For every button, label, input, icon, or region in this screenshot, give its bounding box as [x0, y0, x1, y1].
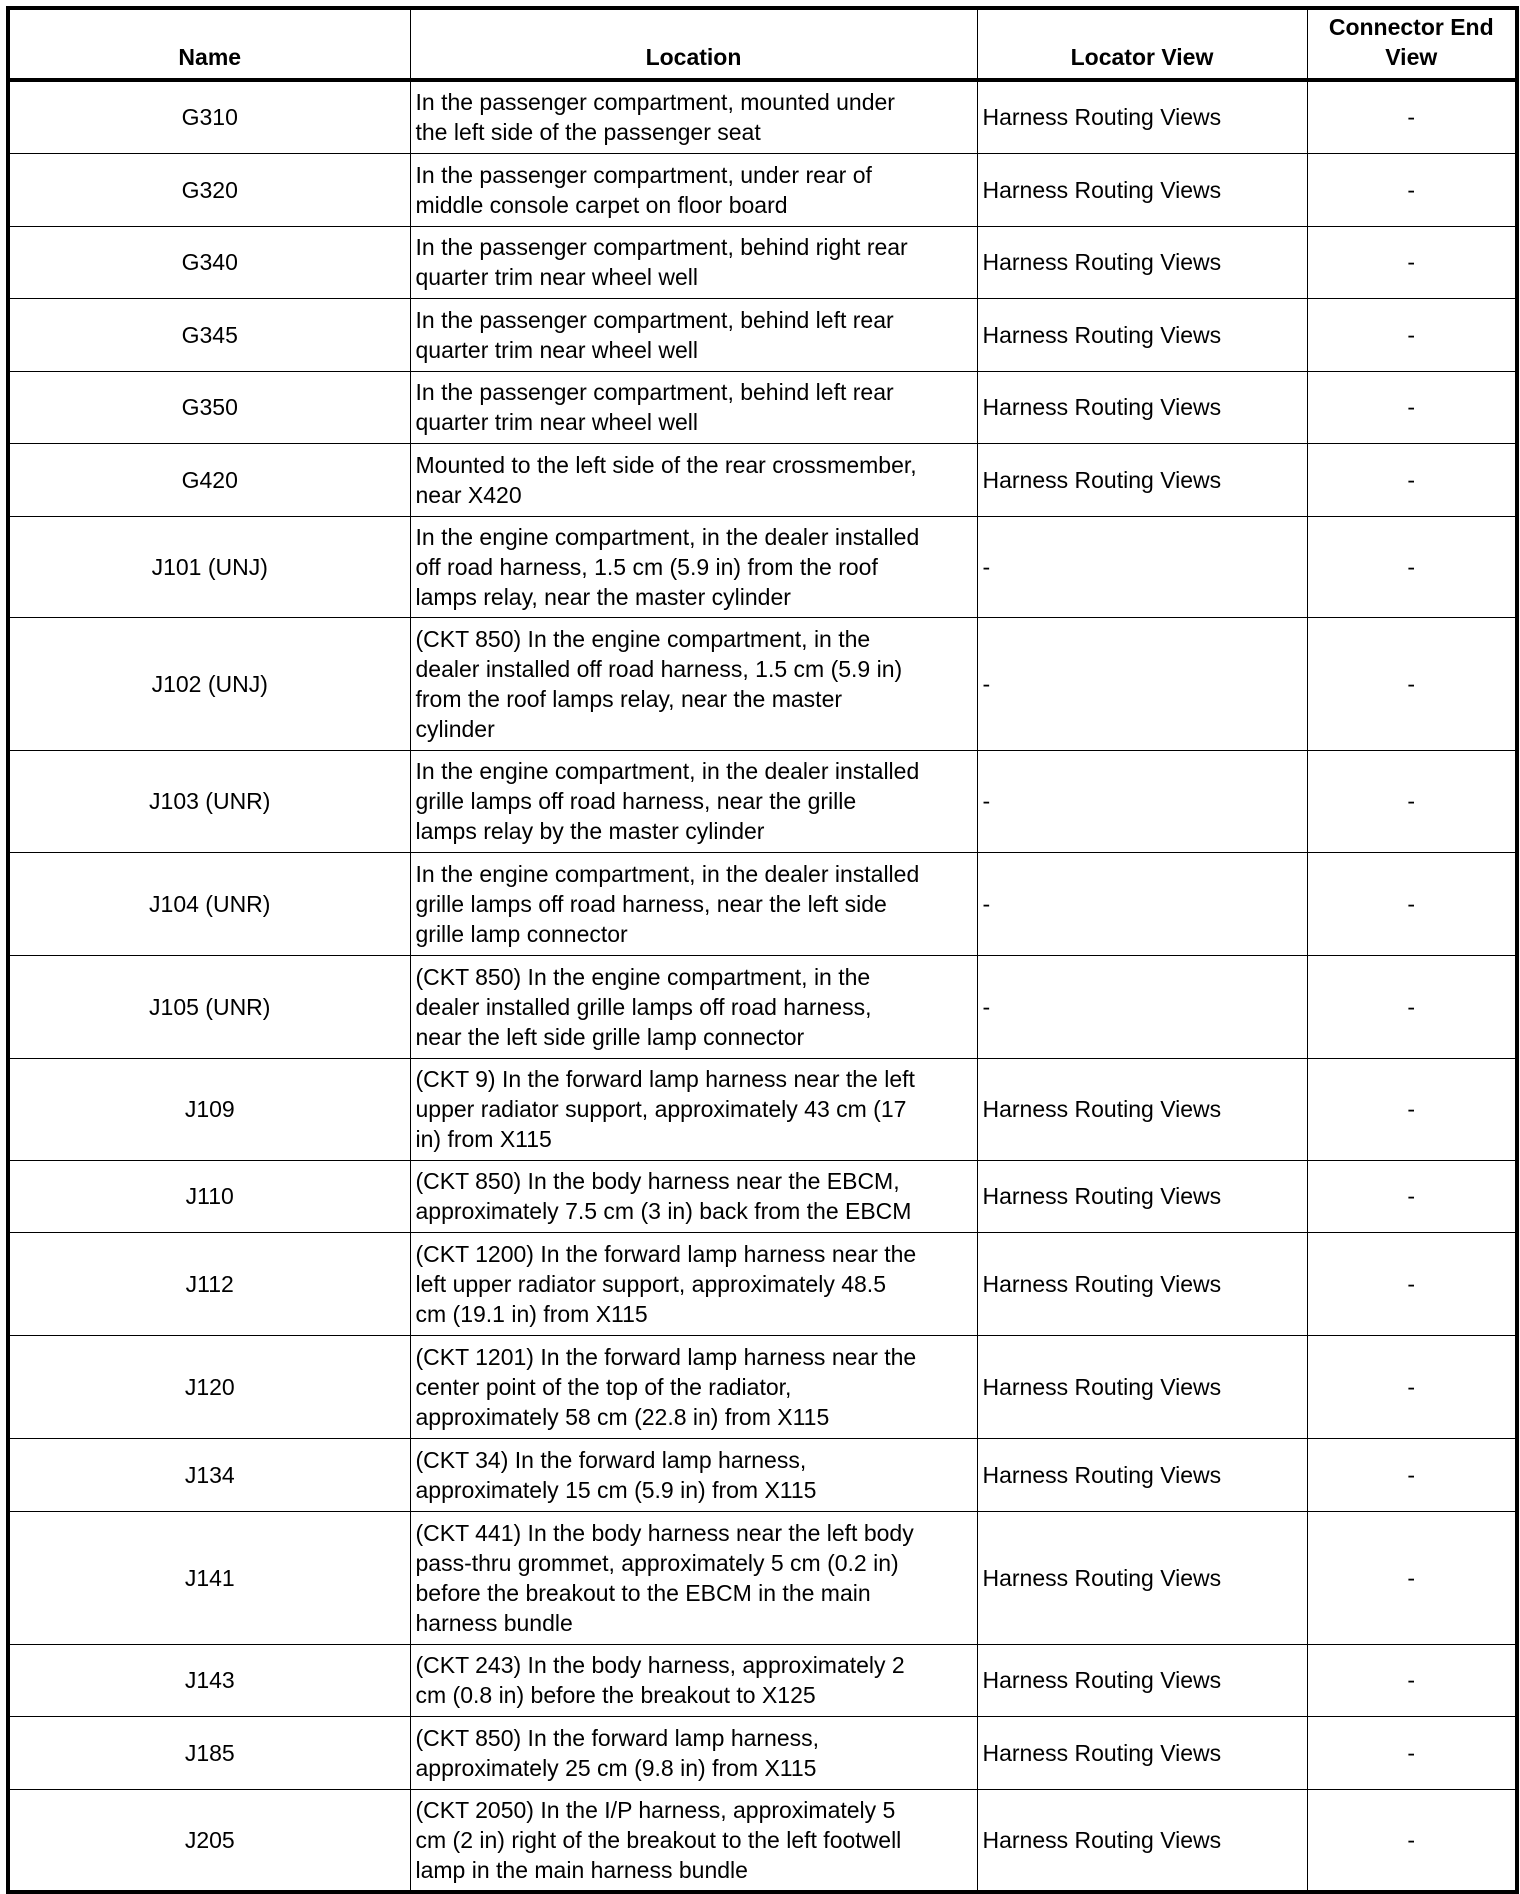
table-row — [8, 1789, 1517, 1892]
cell-location — [410, 852, 977, 955]
table-row — [8, 1716, 1517, 1789]
location-line: cm (19.1 in) from X115 — [415, 1300, 648, 1327]
location-line: In the passenger compartment, under rear of — [415, 161, 872, 188]
cell-location — [410, 1789, 977, 1892]
cell-connector-end-view: - — [1307, 1438, 1517, 1511]
location-line: (CKT 850) In the forward lamp harness, — [415, 1724, 820, 1751]
cell-name: J185 — [8, 1716, 410, 1789]
cell-name: G340 — [8, 226, 410, 298]
location-line: grille lamps off road harness, near the left side — [415, 890, 887, 917]
cell-location — [410, 516, 977, 617]
cell-location — [410, 443, 977, 516]
location-line: In the engine compartment, in the dealer installed — [415, 758, 920, 784]
cell-connector-end-view: - — [1307, 750, 1517, 852]
table-row — [8, 153, 1517, 226]
table-row — [8, 1160, 1517, 1232]
cell-name: G350 — [8, 371, 410, 443]
cell-location — [410, 1160, 977, 1232]
cell-connector-end-view: - — [1307, 1789, 1517, 1892]
cell-connector-end-view: - — [1307, 1644, 1517, 1716]
location-line: (CKT 850) In the engine compartment, in the — [415, 625, 871, 652]
cell-location — [410, 1058, 977, 1160]
cell-locator-view: Harness Routing Views — [977, 1058, 1307, 1160]
location-line: approximately 58 cm (22.8 in) from X115 — [415, 1403, 830, 1430]
location-line: cm (0.8 in) before the breakout to X125 — [415, 1682, 816, 1708]
location-line: lamps relay, near the master cylinder — [415, 583, 791, 610]
cell-locator-view: Harness Routing Views — [977, 1160, 1307, 1232]
table-row — [8, 516, 1517, 617]
location-line: center point of the top of the radiator, — [415, 1373, 792, 1400]
cell-name: J102 (UNJ) — [8, 617, 410, 750]
cell-connector-end-view: - — [1307, 1232, 1517, 1335]
location-line: (CKT 850) In the engine compartment, in the — [415, 963, 871, 990]
cell-connector-end-view: - — [1307, 955, 1517, 1058]
location-line: grille lamp connector — [415, 920, 628, 947]
table-row — [8, 371, 1517, 443]
location-line: quarter trim near wheel well — [415, 336, 699, 363]
cell-location — [410, 153, 977, 226]
header-row — [8, 8, 1517, 80]
cell-connector-end-view: - — [1307, 1716, 1517, 1789]
cell-locator-view: - — [977, 617, 1307, 750]
table-row — [8, 226, 1517, 298]
cell-connector-end-view: - — [1307, 80, 1517, 153]
location-line: left upper radiator support, approximately 48.5 — [415, 1270, 886, 1297]
cell-connector-end-view: - — [1307, 226, 1517, 298]
cell-locator-view: Harness Routing Views — [977, 443, 1307, 516]
cell-name: J109 — [8, 1058, 410, 1160]
cell-connector-end-view: - — [1307, 1160, 1517, 1232]
location-line: (CKT 243) In the body harness, approximately 2 — [415, 1652, 905, 1678]
location-line: quarter trim near wheel well — [415, 264, 699, 290]
cell-location — [410, 750, 977, 852]
header-locator-view: Locator View — [977, 8, 1307, 80]
cell-locator-view: Harness Routing Views — [977, 371, 1307, 443]
cell-location — [410, 617, 977, 750]
cell-locator-view: Harness Routing Views — [977, 1644, 1307, 1716]
cell-connector-end-view: - — [1307, 852, 1517, 955]
location-line: off road harness, 1.5 cm (5.9 in) from the roof — [415, 553, 878, 580]
cell-name: J110 — [8, 1160, 410, 1232]
cell-name: G310 — [8, 80, 410, 153]
cell-locator-view: - — [977, 955, 1307, 1058]
location-line: In the engine compartment, in the dealer installed — [415, 523, 920, 550]
cell-connector-end-view: - — [1307, 443, 1517, 516]
cell-connector-end-view: - — [1307, 153, 1517, 226]
cell-location — [410, 1644, 977, 1716]
location-line: pass-thru grommet, approximately 5 cm (0.2 in) — [415, 1549, 899, 1576]
location-line: near the left side grille lamp connector — [415, 1023, 805, 1050]
cell-name: J143 — [8, 1644, 410, 1716]
table-row — [8, 1058, 1517, 1160]
location-line: in) from X115 — [415, 1126, 552, 1152]
cell-name: J112 — [8, 1232, 410, 1335]
table-row — [8, 1335, 1517, 1438]
cell-locator-view: Harness Routing Views — [977, 80, 1307, 153]
location-line: In the engine compartment, in the dealer installed — [415, 860, 920, 887]
cell-location — [410, 1511, 977, 1644]
cell-name: J134 — [8, 1438, 410, 1511]
location-line: from the roof lamps relay, near the master — [415, 685, 843, 712]
table-row — [8, 1511, 1517, 1644]
cell-connector-end-view: - — [1307, 1058, 1517, 1160]
location-line: dealer installed off road harness, 1.5 cm (5.9 in) — [415, 655, 903, 682]
location-line: Mounted to the left side of the rear crossmember, — [415, 451, 917, 478]
cell-locator-view: - — [977, 516, 1307, 617]
location-line: (CKT 441) In the body harness near the left body — [415, 1519, 914, 1546]
cell-name: J205 — [8, 1789, 410, 1892]
table-row — [8, 750, 1517, 852]
cell-location — [410, 1335, 977, 1438]
cell-connector-end-view: - — [1307, 1511, 1517, 1644]
location-line: lamp in the main harness bundle — [415, 1856, 748, 1883]
header-name: Name — [8, 8, 410, 80]
cell-connector-end-view: - — [1307, 516, 1517, 617]
cell-locator-view: Harness Routing Views — [977, 1232, 1307, 1335]
cell-name: J104 (UNR) — [8, 852, 410, 955]
table-row — [8, 1232, 1517, 1335]
cell-locator-view: - — [977, 852, 1307, 955]
location-line: near X420 — [415, 481, 522, 508]
location-line: grille lamps off road harness, near the grille — [415, 788, 857, 814]
cell-location — [410, 298, 977, 371]
cell-location — [410, 371, 977, 443]
location-line: approximately 25 cm (9.8 in) from X115 — [415, 1754, 817, 1781]
table-row — [8, 852, 1517, 955]
location-line: (CKT 1201) In the forward lamp harness near the — [415, 1343, 917, 1370]
location-line: (CKT 850) In the body harness near the EBCM, — [415, 1168, 900, 1194]
cell-locator-view: Harness Routing Views — [977, 298, 1307, 371]
location-line: In the passenger compartment, mounted under — [415, 89, 895, 116]
location-line: approximately 7.5 cm (3 in) back from the EBCM — [415, 1198, 912, 1224]
cell-locator-view: Harness Routing Views — [977, 153, 1307, 226]
table-body — [8, 80, 1517, 1892]
cell-locator-view: Harness Routing Views — [977, 1335, 1307, 1438]
location-line: harness bundle — [415, 1609, 573, 1636]
table-row — [8, 298, 1517, 371]
location-line: (CKT 9) In the forward lamp harness near the left — [415, 1066, 915, 1092]
location-line: (CKT 2050) In the I/P harness, approximately 5 — [415, 1796, 896, 1823]
component-locator-table — [6, 6, 1519, 1894]
table-row — [8, 1644, 1517, 1716]
cell-connector-end-view: - — [1307, 371, 1517, 443]
cell-location — [410, 1232, 977, 1335]
table-row — [8, 80, 1517, 153]
cell-locator-view: Harness Routing Views — [977, 1789, 1307, 1892]
cell-locator-view: Harness Routing Views — [977, 1511, 1307, 1644]
location-line: (CKT 1200) In the forward lamp harness near the — [415, 1240, 917, 1267]
location-line: (CKT 34) In the forward lamp harness, — [415, 1446, 807, 1473]
cell-name: G320 — [8, 153, 410, 226]
cell-location — [410, 226, 977, 298]
location-line: In the passenger compartment, behind left rear — [415, 379, 894, 405]
location-line: lamps relay by the master cylinder — [415, 818, 765, 844]
table-row — [8, 617, 1517, 750]
location-line: upper radiator support, approximately 43 cm (17 — [415, 1096, 907, 1122]
location-line: cylinder — [415, 715, 495, 742]
cell-location — [410, 80, 977, 153]
cell-name: J105 (UNR) — [8, 955, 410, 1058]
cell-name: J103 (UNR) — [8, 750, 410, 852]
location-line: In the passenger compartment, behind right rear — [415, 234, 908, 260]
cell-locator-view: Harness Routing Views — [977, 1716, 1307, 1789]
cell-connector-end-view: - — [1307, 617, 1517, 750]
cell-name: G345 — [8, 298, 410, 371]
cell-locator-view: Harness Routing Views — [977, 226, 1307, 298]
cell-name: J141 — [8, 1511, 410, 1644]
cell-connector-end-view: - — [1307, 1335, 1517, 1438]
cell-location — [410, 1716, 977, 1789]
table-row — [8, 955, 1517, 1058]
cell-location — [410, 1438, 977, 1511]
header-connector-end-view: Connector End View — [1307, 8, 1517, 80]
cell-name: J101 (UNJ) — [8, 516, 410, 617]
cell-locator-view: - — [977, 750, 1307, 852]
header-location: Location — [410, 8, 977, 80]
cell-connector-end-view: - — [1307, 298, 1517, 371]
location-line: the left side of the passenger seat — [415, 119, 761, 146]
table-row — [8, 1438, 1517, 1511]
cell-name: J120 — [8, 1335, 410, 1438]
location-line: middle console carpet on floor board — [415, 191, 788, 218]
location-line: cm (2 in) right of the breakout to the left footwell — [415, 1826, 902, 1853]
location-line: dealer installed grille lamps off road harness, — [415, 993, 872, 1020]
location-line: quarter trim near wheel well — [415, 409, 699, 435]
cell-location — [410, 955, 977, 1058]
cell-name: G420 — [8, 443, 410, 516]
table-row — [8, 443, 1517, 516]
location-line: In the passenger compartment, behind left rear — [415, 306, 894, 333]
location-line: approximately 15 cm (5.9 in) from X115 — [415, 1476, 817, 1503]
cell-locator-view: Harness Routing Views — [977, 1438, 1307, 1511]
location-line: before the breakout to the EBCM in the main — [415, 1579, 871, 1606]
